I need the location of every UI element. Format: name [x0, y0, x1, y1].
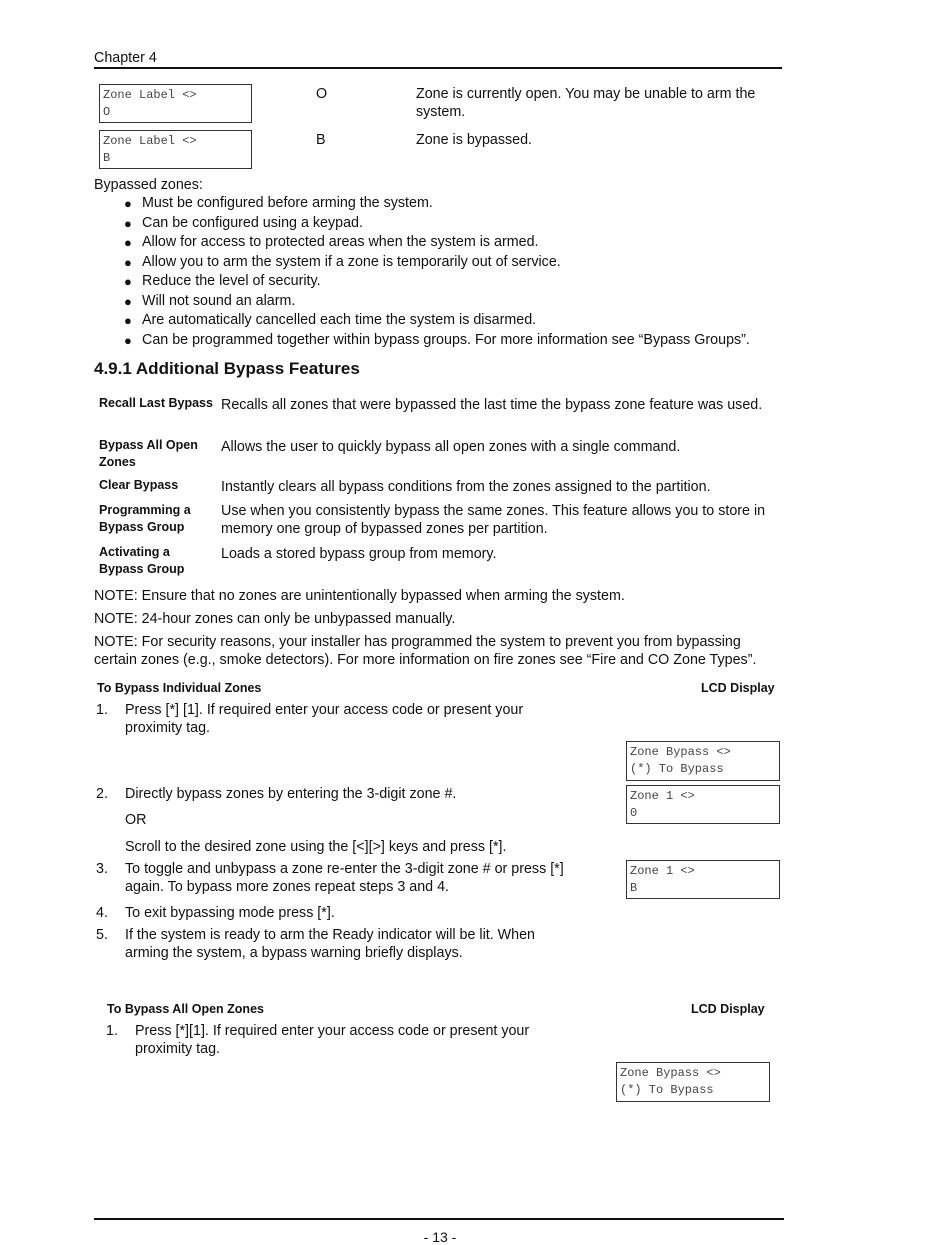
step-text: OR: [125, 812, 147, 828]
list-item-text: Allow you to arm the system if a zone is temporarily out of service.: [142, 253, 561, 270]
feature-term: Activating a Bypass Group: [99, 545, 185, 576]
note: NOTE: Ensure that no zones are unintentionally bypassed when arming the system.: [94, 588, 625, 604]
status-code-open: O: [316, 86, 328, 102]
step-number: 1.: [96, 702, 108, 718]
bullet-icon: ●: [124, 274, 132, 289]
step-text: Directly bypass zones by entering the 3-digit zone #.: [125, 786, 457, 802]
feature-term: Programming a Bypass Group: [99, 503, 191, 534]
lcd-line-1: Zone Bypass <>: [620, 1066, 721, 1080]
feature-term: Clear Bypass: [99, 478, 179, 492]
bullet-icon: ●: [124, 332, 132, 348]
step-text: Press [*] [1]. If required enter your access code or present your proximity tag.: [125, 702, 524, 736]
lcd-display-zone-1-bypassed: [626, 860, 780, 899]
feature-definition: Allows the user to quickly bypass all open zones with a single command.: [221, 439, 681, 455]
list-item: [124, 214, 750, 234]
lcd-line-2: (*) To Bypass: [620, 1083, 714, 1097]
list-item-text: Reduce the level of security.: [142, 273, 321, 289]
lcd-line-1: Zone Bypass <>: [630, 745, 731, 759]
feature-term: Bypass All Open Zones: [99, 438, 198, 469]
bullet-icon: ●: [124, 235, 132, 250]
list-item: [124, 253, 750, 273]
bullet-icon: ●: [124, 313, 132, 328]
lcd-line-2: (*) To Bypass: [630, 762, 724, 776]
lcd-line-2: B: [103, 151, 111, 165]
lcd-display-zone-1-open: [626, 785, 780, 824]
section-heading: 4.9.1 Additional Bypass Features: [94, 359, 360, 378]
feature-definition: Recalls all zones that were bypassed the last time the bypass zone feature was used.: [221, 397, 763, 413]
feature-term: Recall Last Bypass: [99, 396, 213, 410]
step-text: If the system is ready to arm the Ready indicator will be lit. When arming the system, a bypass warning briefly displays.: [125, 927, 536, 961]
header-rule: [94, 67, 782, 69]
status-description-bypassed: Zone is bypassed.: [416, 132, 533, 148]
step-number: 5.: [96, 927, 108, 943]
list-item-text: Must be configured before arming the system.: [142, 195, 433, 211]
chapter-label: Chapter 4: [94, 50, 157, 66]
lcd-line-2: O: [103, 105, 111, 119]
feature-definition: Loads a stored bypass group from memory.: [221, 546, 497, 562]
list-item-text: Are automatically cancelled each time the system is disarmed.: [142, 312, 537, 328]
note: NOTE: For security reasons, your installer has programmed the system to prevent you from bypassing certain zones (e.g., smoke detectors). For more information on fire zones see “Fire and CO Zone Types”.: [94, 634, 757, 668]
lcd-display-zone-bypass: [626, 741, 780, 781]
list-item-text: Can be configured using a keypad.: [142, 214, 363, 231]
procedure-title: To Bypass Individual Zones: [97, 681, 262, 695]
step-text: To exit bypassing mode press [*].: [125, 905, 335, 921]
list-item: [124, 311, 750, 331]
lcd-line-2: 0: [630, 806, 638, 820]
lcd-display-header: LCD Display: [691, 1002, 765, 1016]
step-number: 4.: [96, 905, 108, 921]
bullet-icon: ●: [124, 215, 132, 231]
list-item: [124, 272, 750, 292]
page-number: - 13 -: [423, 1229, 457, 1245]
lcd-display-bypassed: [99, 130, 252, 169]
bypassed-zones-intro: Bypassed zones:: [94, 177, 203, 193]
list-item: [124, 194, 750, 214]
lcd-display-open: [99, 84, 252, 123]
bullet-icon: ●: [124, 196, 132, 211]
procedure-title: To Bypass All Open Zones: [107, 1002, 264, 1016]
step-number: 1.: [106, 1023, 118, 1039]
step-text: Press [*][1]. If required enter your access code or present your proximity tag.: [135, 1023, 530, 1057]
list-item-text: Allow for access to protected areas when the system is armed.: [142, 234, 539, 250]
list-item: [124, 233, 750, 253]
bypassed-zones-list: [124, 194, 750, 350]
step-text: To toggle and unbypass a zone re-enter the 3-digit zone # or press [*] again. To bypass more zones repeat steps 3 and 4.: [125, 861, 564, 895]
lcd-display-zone-bypass: [616, 1062, 770, 1102]
status-code-bypassed: B: [316, 132, 326, 148]
step-number: 2.: [96, 786, 108, 802]
lcd-line-1: Zone 1 <>: [630, 864, 695, 878]
feature-definition: Use when you consistently bypass the same zones. This feature allows you to store in memory one group of bypassed zones per partition.: [221, 503, 766, 537]
footer-rule: [94, 1218, 784, 1220]
list-item-text: Can be programmed together within bypass groups. For more information see “Bypass Groups”.: [142, 331, 750, 348]
feature-definition: Instantly clears all bypass conditions from the zones assigned to the partition.: [221, 479, 711, 495]
lcd-display-header: LCD Display: [701, 681, 775, 695]
bullet-icon: ●: [124, 293, 132, 309]
lcd-line-2: B: [630, 881, 638, 895]
list-item: [124, 292, 750, 312]
note: NOTE: 24-hour zones can only be unbypassed manually.: [94, 611, 456, 627]
lcd-line-1: Zone Label <>: [103, 88, 197, 102]
lcd-line-1: Zone Label <>: [103, 134, 197, 148]
step-text: Scroll to the desired zone using the [<][>] keys and press [*].: [125, 839, 507, 855]
list-item: [124, 331, 750, 351]
list-item-text: Will not sound an alarm.: [142, 292, 296, 309]
lcd-line-1: Zone 1 <>: [630, 789, 695, 803]
step-number: 3.: [96, 861, 108, 877]
bullet-icon: ●: [124, 254, 132, 270]
status-description-open: Zone is currently open. You may be unable to arm the system.: [416, 86, 756, 120]
